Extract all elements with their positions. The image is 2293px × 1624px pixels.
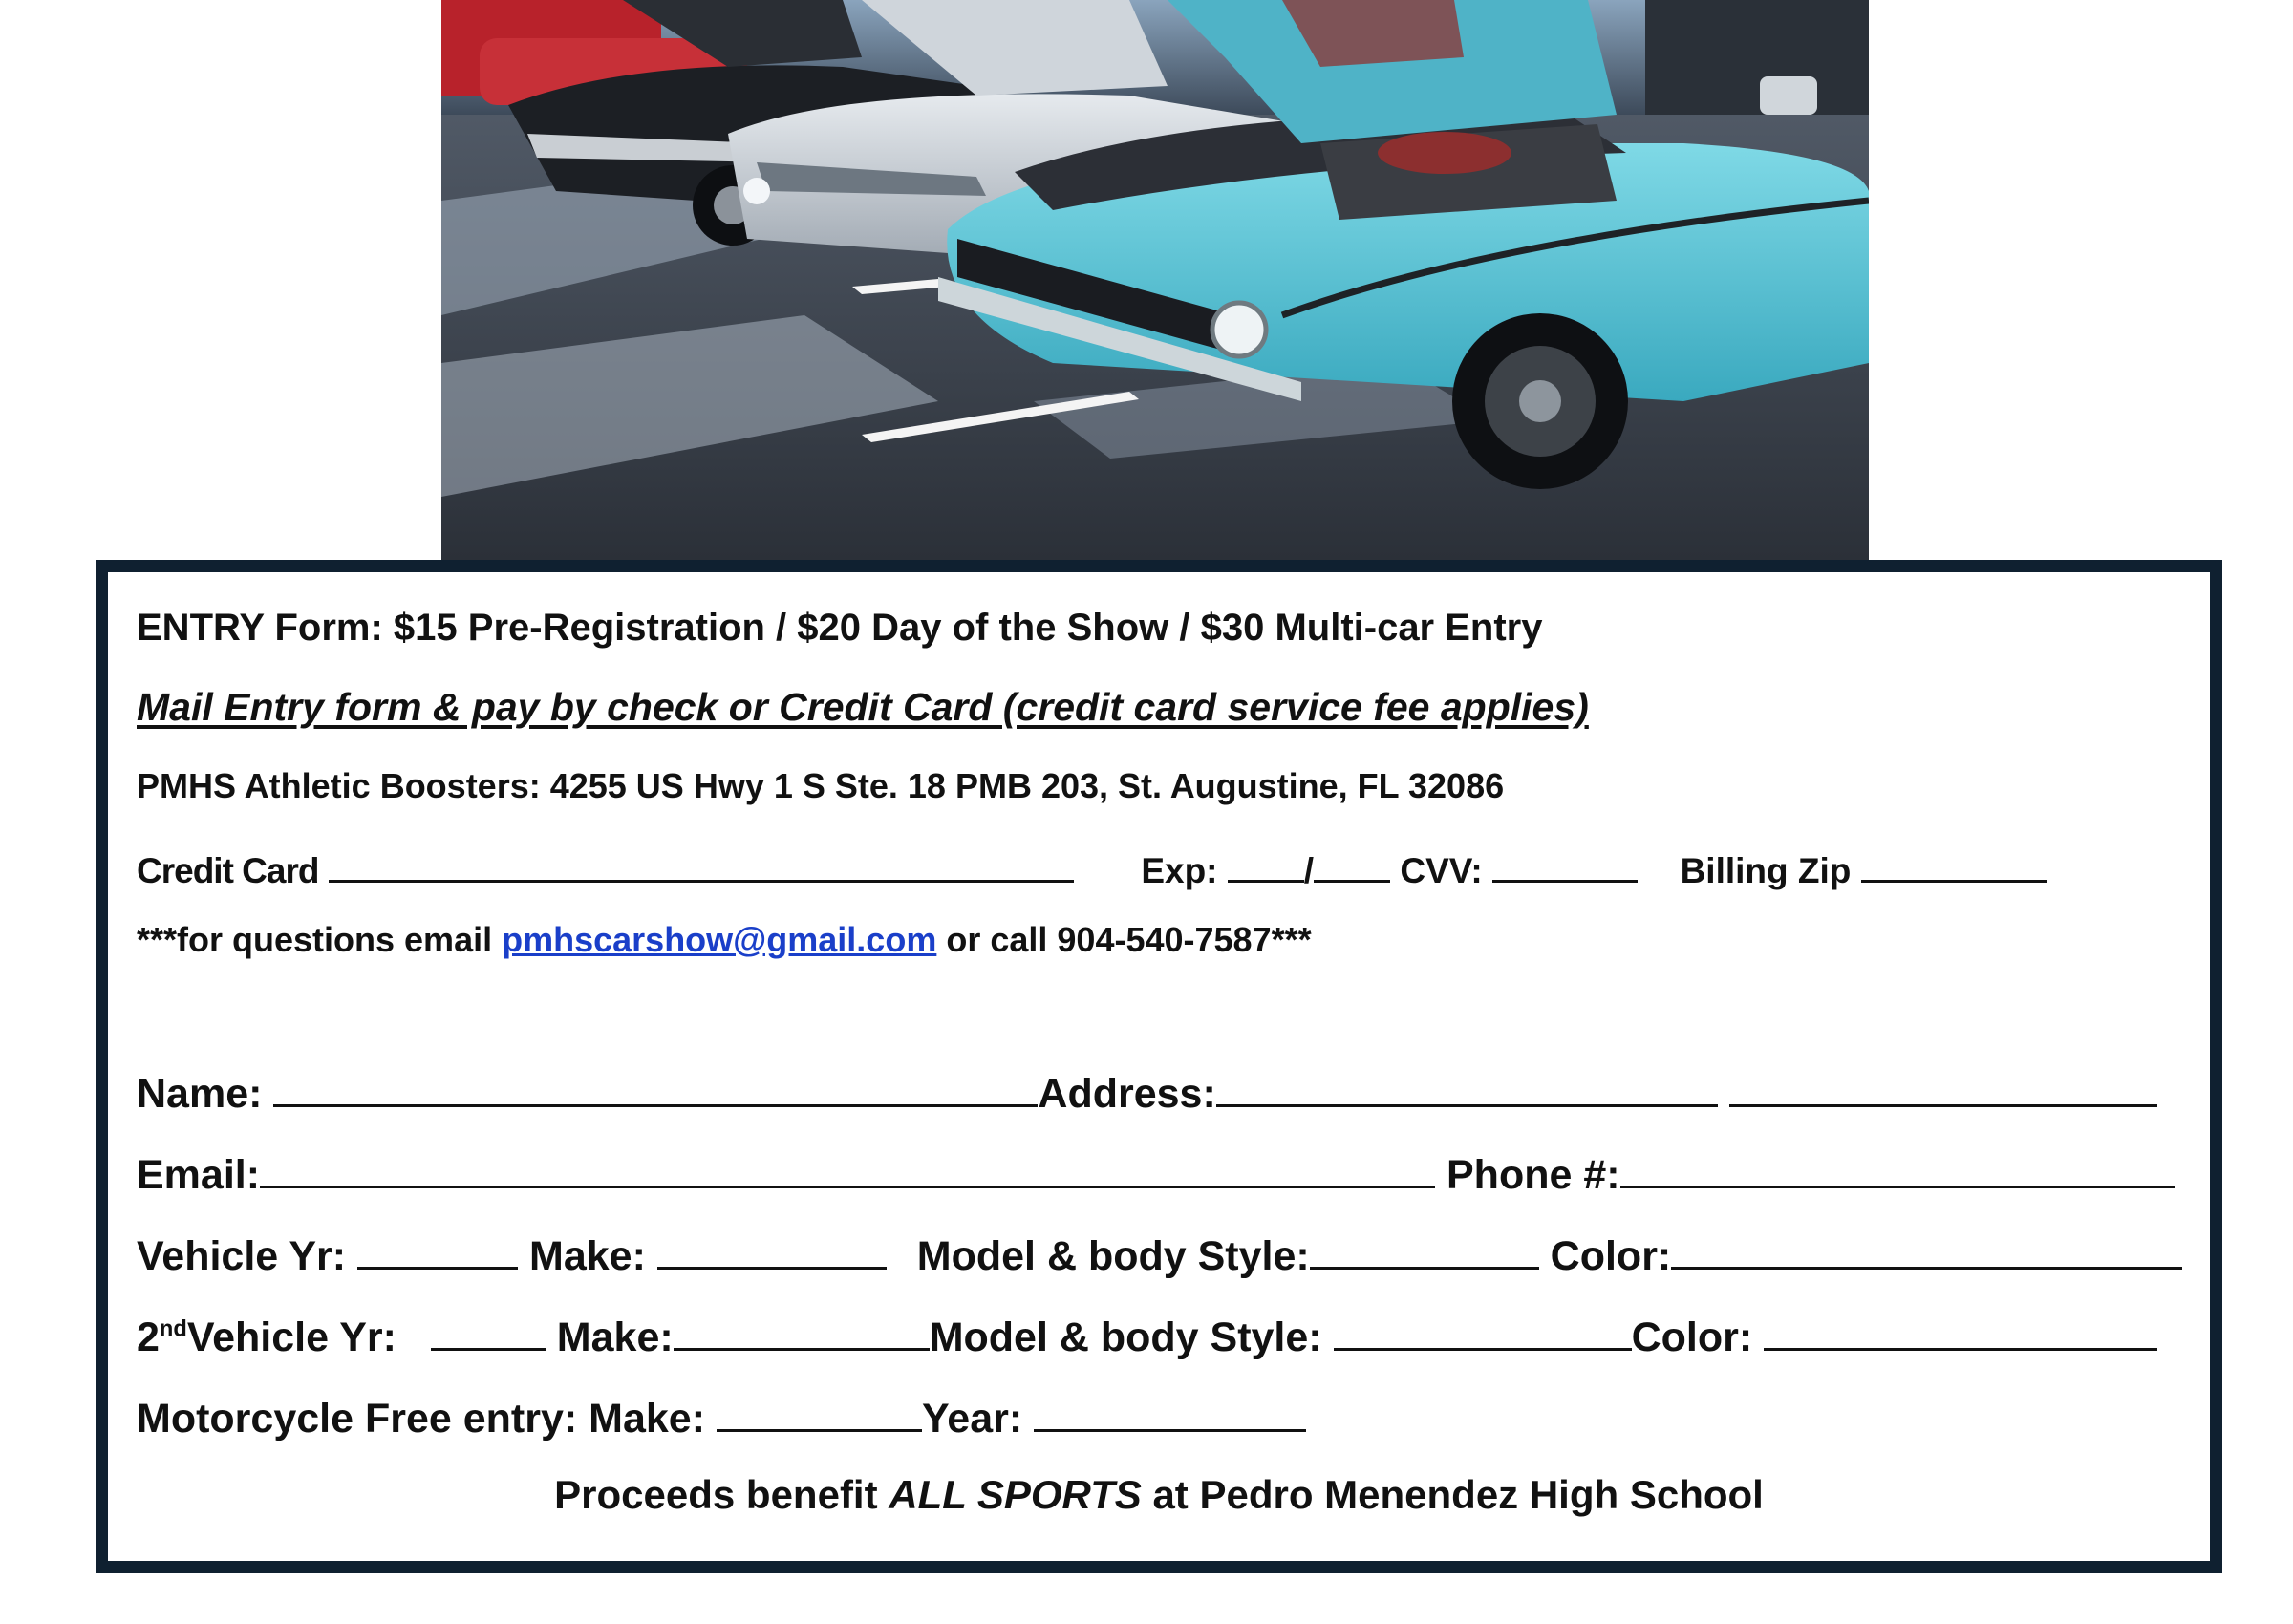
name-field[interactable] [273, 1065, 1038, 1107]
cvv-label: CVV: [1400, 851, 1483, 891]
second-vehicle-make-label: Make: [556, 1314, 674, 1360]
name-address-row [137, 1065, 2157, 1118]
phone-label: Phone #: [1447, 1151, 1620, 1198]
second-vehicle-row [137, 1309, 2157, 1361]
name-label: Name: [137, 1070, 263, 1117]
vehicle-color-label: Color: [1550, 1232, 1672, 1279]
billing-zip-field[interactable] [1861, 846, 2047, 883]
mail-instructions: Mail Entry form & pay by check or Credit Card (credit card service fee applies) [137, 685, 1589, 729]
exp-year-field[interactable] [1314, 846, 1390, 883]
motorcycle-year-field[interactable] [1034, 1390, 1306, 1432]
proceeds-suffix: at Pedro Menendez High School [1152, 1472, 1764, 1517]
proceeds-emphasis: ALL SPORTS [889, 1472, 1142, 1517]
motorcycle-make-field[interactable] [717, 1390, 922, 1432]
second-vehicle-yr-label: Vehicle Yr: [186, 1314, 396, 1360]
exp-month-field[interactable] [1228, 846, 1304, 883]
second-vehicle-prefix: 2 [137, 1314, 160, 1360]
phone-field[interactable] [1620, 1146, 2175, 1188]
credit-card-label: Credit Card [137, 851, 319, 891]
second-vehicle-sup: nd [159, 1316, 187, 1342]
address-field-line1[interactable] [1216, 1065, 1718, 1107]
vehicle-row [137, 1228, 2182, 1280]
mailing-address: PMHS Athletic Boosters: 4255 US Hwy 1 S Ste. 18 PMB 203, St. Augustine, FL 32086 [137, 766, 1505, 805]
vehicle-yr-label: Vehicle Yr: [137, 1232, 347, 1279]
second-vehicle-yr-field[interactable] [431, 1309, 546, 1351]
contact-email-link[interactable]: pmhscarshow@gmail.com [502, 920, 937, 959]
contact-line [137, 920, 1312, 960]
vehicle-model-label: Model & body Style: [916, 1232, 1310, 1279]
car-show-illustration [441, 0, 1869, 560]
motorcycle-year-label: Year: [921, 1395, 1023, 1442]
address-field-line2[interactable] [1729, 1065, 2157, 1107]
entry-form [96, 560, 2222, 1573]
motorcycle-row [137, 1390, 1306, 1442]
second-vehicle-color-label: Color: [1631, 1314, 1753, 1360]
vehicle-make-label: Make: [529, 1232, 646, 1279]
second-vehicle-model-label: Model & body Style: [929, 1314, 1322, 1360]
motorcycle-make-label: Motorcycle Free entry: Make: [137, 1395, 706, 1442]
second-vehicle-model-field[interactable] [1334, 1309, 1632, 1351]
vehicle-yr-field[interactable] [357, 1228, 518, 1270]
proceeds-note [108, 1472, 2210, 1518]
proceeds-prefix: Proceeds benefit [554, 1472, 878, 1517]
credit-card-field[interactable] [329, 846, 1074, 883]
billing-zip-label: Billing Zip [1680, 851, 1852, 891]
second-vehicle-make-field[interactable] [674, 1309, 930, 1351]
entry-pricing-line: ENTRY Form: $15 Pre-Registration / $20 Day of the Show / $30 Multi-car Entry [137, 607, 1543, 649]
car-show-photo [441, 0, 1869, 560]
contact-prefix: ***for questions email [137, 920, 493, 959]
payment-row [137, 846, 2047, 891]
email-phone-row [137, 1146, 2175, 1199]
address-label: Address: [1038, 1070, 1216, 1117]
exp-label: Exp: [1141, 851, 1218, 891]
email-field[interactable] [260, 1146, 1435, 1188]
contact-suffix: or call 904-540-7587*** [946, 920, 1312, 959]
second-vehicle-color-field[interactable] [1764, 1309, 2157, 1351]
exp-separator: / [1303, 851, 1315, 891]
vehicle-model-field[interactable] [1310, 1228, 1539, 1270]
cvv-field[interactable] [1492, 846, 1638, 883]
vehicle-make-field[interactable] [657, 1228, 887, 1270]
email-label: Email: [137, 1151, 261, 1198]
vehicle-color-field[interactable] [1671, 1228, 2182, 1270]
